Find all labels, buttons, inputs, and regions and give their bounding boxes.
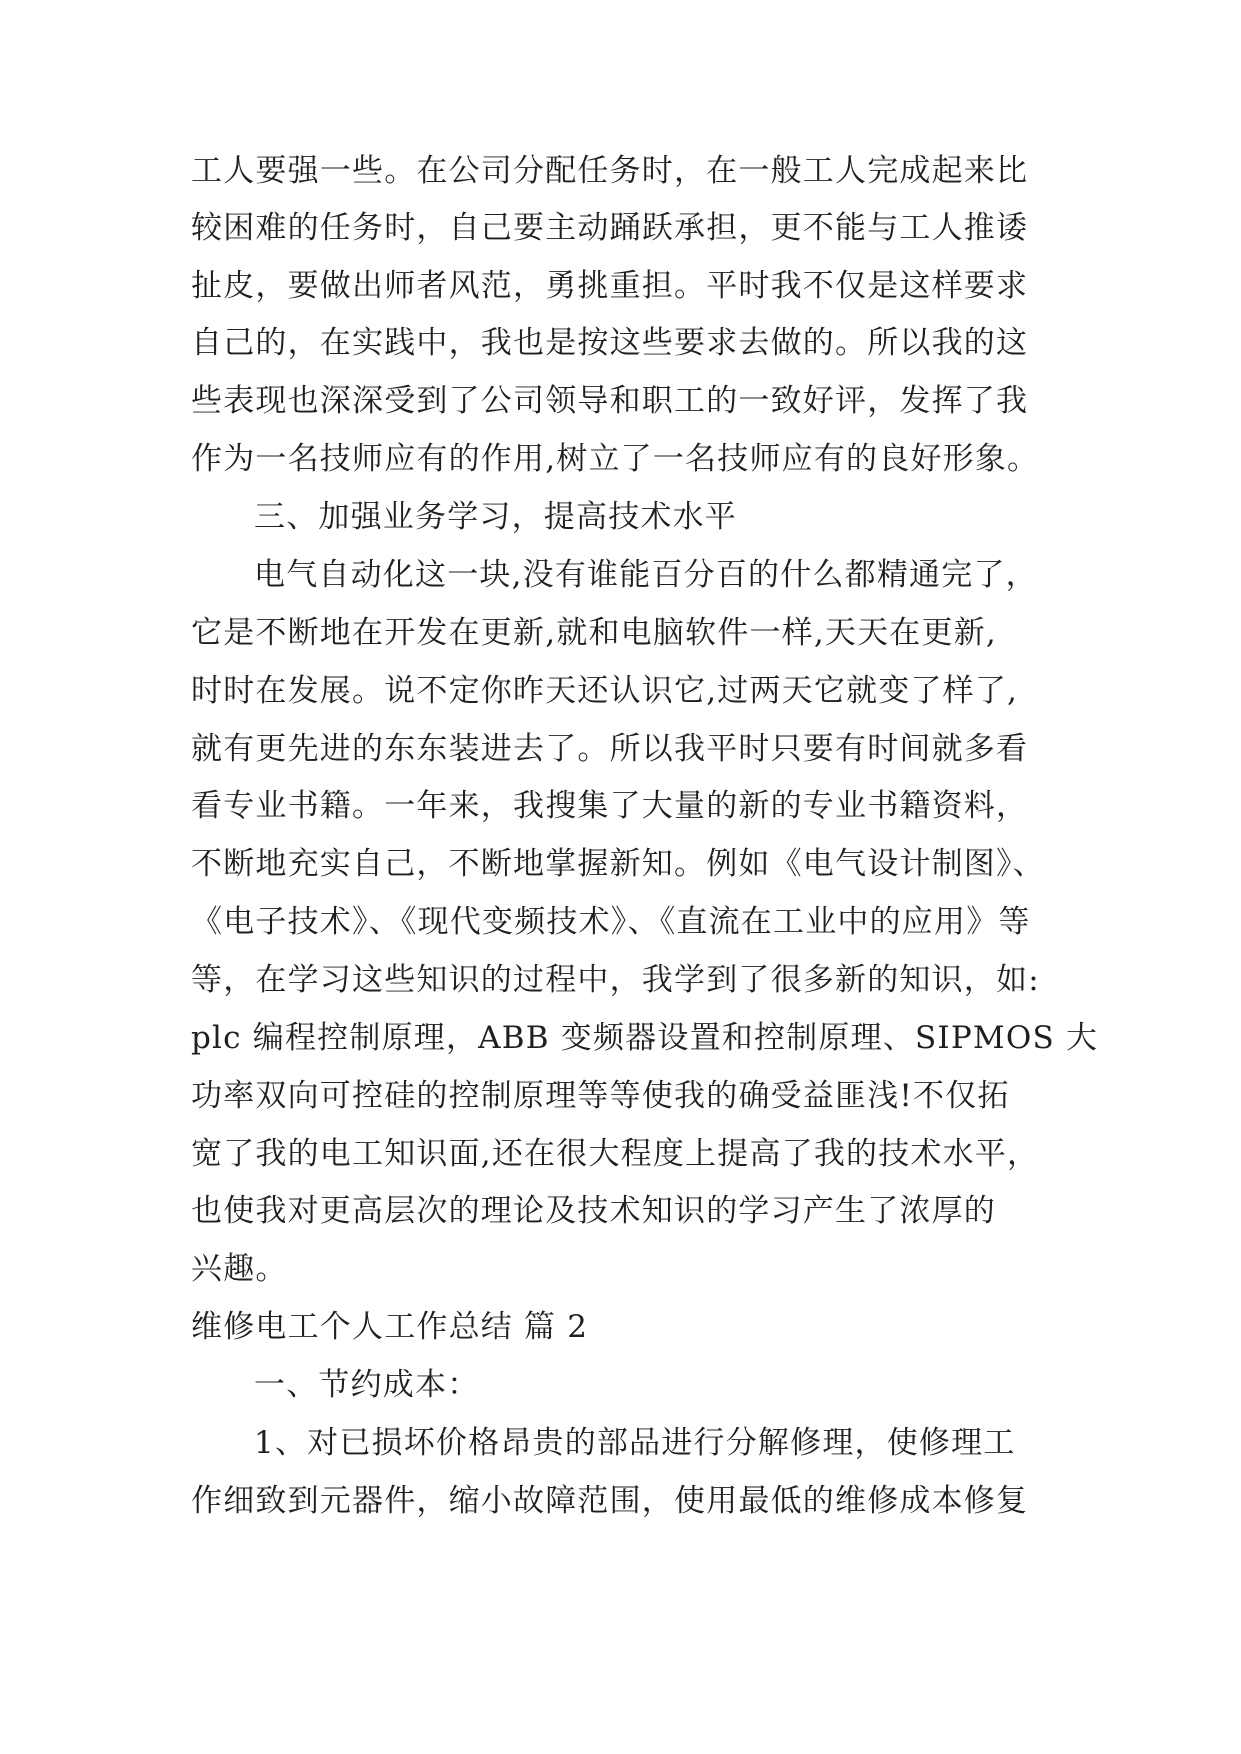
paragraph-line: 作为一名技师应有的作用,树立了一名技师应有的良好形象。 [191,441,1040,477]
paragraph-line: 电气自动化这一块,没有谁能百分百的什么都精通完了， [254,557,1038,593]
paragraph-line: 兴趣。 [191,1251,288,1287]
paragraph-line: 自己的，在实践中，我也是按这些要求去做的。所以我的这 [191,325,1029,361]
paragraph-line: 不断地充实自己，不断地掌握新知。例如《电气设计制图》、 [191,846,1045,882]
paragraph-line: 就有更先进的东东装进去了。所以我平时只要有时间就多看 [191,731,1029,767]
paragraph-line: 作细致到元器件，缩小故障范围，使用最低的维修成本修复 [191,1483,1029,1519]
paragraph-line: plc 编程控制原理，ABB 变频器设置和控制原理、SIPMOS 大 [191,1020,1099,1056]
section-heading: 三、加强业务学习，提高技术水平 [254,499,737,535]
paragraph-line: 1、对已损坏价格昂贵的部品进行分解修理，使修理工 [254,1425,1016,1461]
paragraph-line: 工人要强一些。在公司分配任务时，在一般工人完成起来比 [191,153,1029,189]
paragraph-line: 功率双向可控硅的控制原理等等使我的确受益匪浅!不仅拓 [191,1078,1010,1114]
paragraph-line: 看专业书籍。一年来，我搜集了大量的新的专业书籍资料， [191,788,1029,824]
paragraph-line: 等，在学习这些知识的过程中，我学到了很多新的知识，如: [191,962,1040,998]
paragraph-line: 扯皮，要做出师者风范，勇挑重担。平时我不仅是这样要求 [191,268,1029,304]
paragraph-line: 它是不断地在开发在更新,就和电脑软件一样,天天在更新, [191,615,997,651]
paragraph-line: 宽了我的电工知识面,还在很大程度上提高了我的技术水平， [191,1136,1040,1172]
paragraph-line: 较困难的任务时，自己要主动踊跃承担，更不能与工人推诿 [191,210,1029,246]
section-heading: 一、节约成本： [254,1367,480,1403]
paragraph-line: 时时在发展。说不定你昨天还认识它,过两天它就变了样了, [191,673,1019,709]
paragraph-line: 《电子技术》、《现代变频技术》、《直流在工业中的应用》等 [191,904,1031,940]
paragraph-line: 也使我对更高层次的理论及技术知识的学习产生了浓厚的 [191,1193,996,1229]
article-title: 维修电工个人工作总结 篇 2 [191,1309,589,1345]
paragraph-line: 些表现也深深受到了公司领导和职工的一致好评，发挥了我 [191,383,1029,419]
